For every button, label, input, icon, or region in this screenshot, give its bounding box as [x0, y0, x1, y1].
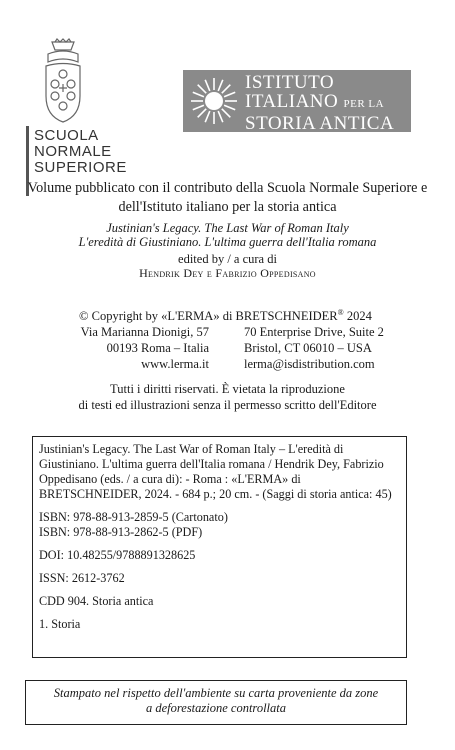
catalog-description: Justinian's Legacy. The Last War of Roman Italy – L'eredità di Giustiniano. L'ultima guerra dell'Italia romana / Hendrik Dey, Fabrizio Oppedisano (eds. / a cura di): - Roma : «L'ERMA» di BRETSCHNEIDER, 2024. - 684 p.; 20 cm. - (Saggi di storia antica: 45) — [39, 442, 392, 501]
cdd-classification: CDD 904. Storia antica — [39, 594, 154, 608]
environment-line: a deforestazione controllata — [145, 701, 287, 715]
isia-line1: ISTITUTO — [245, 72, 335, 93]
environment-notice-box — [25, 680, 407, 725]
copyright-year: 2024 — [346, 309, 372, 324]
isia-line2-main: ITALIANO — [245, 91, 339, 112]
radial-circle-icon — [183, 70, 245, 132]
istituto-italiano-logo — [183, 70, 411, 132]
publisher-website: www.lerma.it — [141, 357, 209, 371]
contribution-line: dell'Istituto italiano per la storia antica — [118, 199, 337, 215]
address-usa — [244, 324, 384, 372]
address-italy — [81, 324, 209, 372]
isia-line3: STORIA ANTICA — [245, 113, 395, 134]
registered-mark: ® — [337, 308, 344, 317]
title-italian: L'eredità di Giustiniano. L'ultima guerra dell'Italia romana — [78, 235, 377, 249]
title-english: Justinian's Legacy. The Last War of Roman Italy — [106, 221, 349, 235]
distributor-email: lerma@isdistribution.com — [244, 357, 375, 371]
sns-line: SUPERIORE — [34, 159, 127, 176]
isbn-pdf: ISBN: 978-88-913-2862-5 (PDF) — [39, 525, 203, 539]
contribution-notice — [0, 179, 455, 217]
address-line: 70 Enterprise Drive, Suite 2 — [244, 325, 384, 339]
address-line: Bristol, CT 06010 – USA — [244, 341, 372, 355]
address-line: Via Marianna Dionigi, 57 — [80, 325, 209, 339]
edited-by-label: edited by / a cura di — [178, 252, 277, 266]
environment-line: Stampato nel rispetto dell'ambiente su carta proveniente da zone — [53, 686, 379, 700]
rights-notice — [0, 381, 455, 413]
copyright-text: © Copyright by «L'ERMA» di BRETSCHNEIDER — [79, 309, 338, 324]
scuola-normale-wordmark — [34, 128, 127, 176]
contribution-line: Volume pubblicato con il contributo della Scuola Normale Superiore e — [27, 180, 428, 196]
editors-names: Hendrik Dey e Fabrizio Oppedisano — [139, 266, 316, 280]
sns-line: NORMALE — [34, 143, 112, 160]
doi: DOI: 10.48255/9788891328625 — [39, 548, 196, 562]
address-line: 00193 Roma – Italia — [106, 341, 209, 355]
istituto-italiano-wordmark — [245, 73, 394, 133]
rights-line: di testi ed illustrazioni senza il permesso scritto dell'Editore — [78, 398, 377, 412]
rights-line: Tutti i diritti riservati. È vietata la riproduzione — [110, 382, 345, 396]
issn: ISSN: 2612-3762 — [39, 571, 125, 585]
book-titles — [0, 221, 455, 249]
sns-line: SCUOLA — [34, 127, 99, 144]
copyright-notice — [79, 308, 372, 324]
isbn-hardcover: ISBN: 978-88-913-2859-5 (Cartonato) — [39, 510, 228, 524]
isia-line2-small: PER LA — [343, 98, 385, 110]
subject-heading: 1. Storia — [39, 617, 81, 631]
catalog-record-box — [32, 436, 407, 658]
crest-icon — [38, 38, 88, 124]
